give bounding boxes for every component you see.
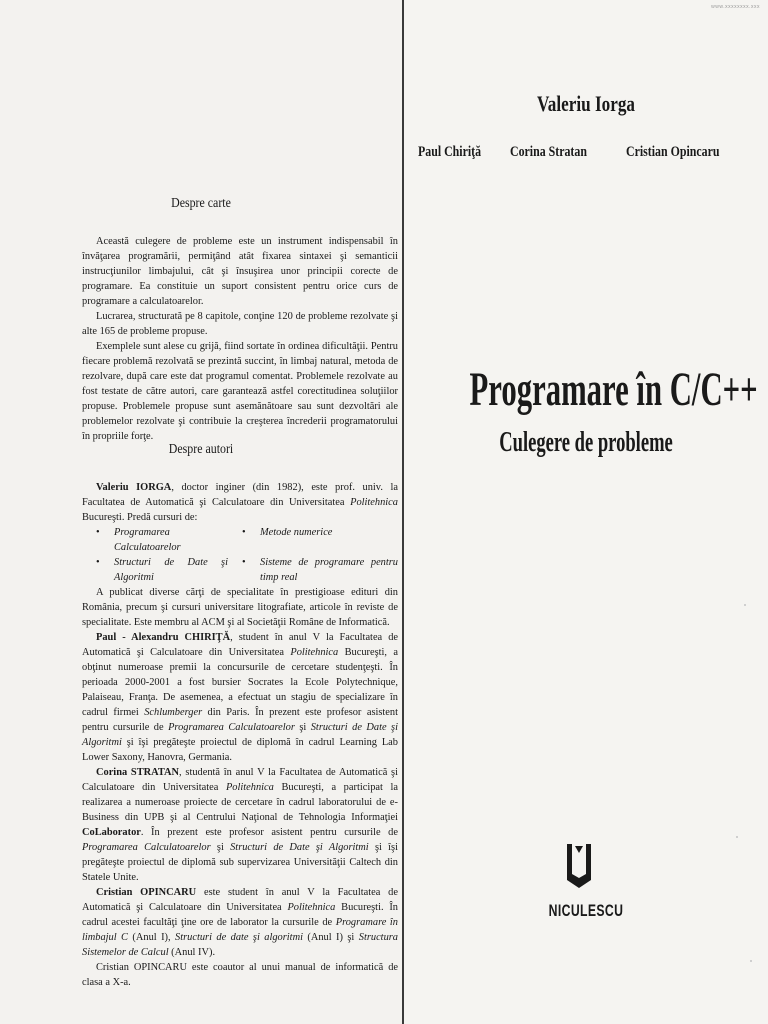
- bio-text: Programarea Calculatoarelor: [82, 842, 211, 853]
- bio-text: Politehnica: [225, 782, 274, 793]
- coauthor-name: Cristian Opincaru: [626, 144, 720, 160]
- course-item: • Metode numerice: [228, 525, 398, 555]
- paragraph: Această culegere de probleme este un instrument indispensabil în învăţarea programării, permiţând atât fixarea sintaxei şi semanticii instrucţiunilor limbajului, cât şi însuşirea unor principii corecte de programare. Ea constituie un suport consistent pentru orice curs de programare a calculatoarelor.: [82, 236, 398, 307]
- bio-text: Structuri de date şi algoritmi: [175, 932, 303, 943]
- bio-chirita: [82, 630, 398, 765]
- paragraph: Exemplele sunt alese cu grijă, fiind sortate în ordinea dificultăţii. Pentru fiecare problemă rezolvată se prezintă succint, în limbaj natural, metoda de rezolvare, după care este dat programul comentat. Problemele rezolvate au fost testate de către autori, care garantează astfel corectitudinea soluţiilor propuse. Problemele propuse sunt asemănătoare sau sunt dezvoltări ale problemelor rezolvate şi contribuie la creşterea încrederii programatorului în propriile forţe.: [82, 341, 398, 442]
- despre-autori-text: [82, 480, 398, 990]
- bio-iorga-publications: A publicat diverse cărţi de specialitate în prestigioase edituri din România, precum şi cursuri universitare litografiate, articole în reviste de specialitate. Este membru al ACM şi al Societăţii Române de Informatică.: [82, 587, 398, 628]
- bio-text: Politehnica: [290, 647, 339, 658]
- bio-text: Bucureşti, a obţinut numeroase premii la concursurile de cercetare studenţeşti. În perioada 2000-2001 a fost bursier Socrates la Ecole Polytechnique, Palaiseau, Franţa. De asemenea, a efectuat un stagiu de specializare în cadrul firmei: [82, 647, 398, 718]
- bio-text: Structura Sistemelor de Calcul: [82, 932, 399, 958]
- scan-speck: [744, 604, 746, 606]
- course-list: [82, 525, 398, 585]
- bio-text: Bucureşti, a participat la realizarea a numeroase proiecte de cercetare în cadrul laboratorului de e-Business din UPB şi al Centrului Naţional de Tehnologia Informaţiei: [82, 782, 398, 823]
- bio-opincaru: [82, 885, 398, 960]
- paragraph: Lucrarea, structurată pe 8 capitole, conţine 120 de probleme rezolvate şi alte 165 de probleme propuse.: [82, 311, 398, 337]
- author-name: Paul - Alexandru CHIRIŢĂ: [96, 632, 231, 643]
- bio-text: din Paris. În prezent este profesor asistent pentru cursurile de: [82, 707, 398, 733]
- course-item: • Sisteme de programare pentru timp real: [228, 555, 398, 585]
- heading-despre-carte: Despre carte: [171, 196, 231, 211]
- coauthor-name: Corina Stratan: [510, 144, 587, 160]
- book-title: Programare în C/C++: [469, 363, 758, 416]
- bio-text: Bucureşti. În cadrul acestei facultăţi ţine ore de laborator la cursurile de: [82, 902, 398, 928]
- bio-text: Structuri de Date şi Algoritmi: [82, 722, 398, 748]
- course-item: • Programarea Calculatoarelor: [82, 525, 228, 555]
- bio-opincaru-extra: Cristian OPINCARU este coautor al unui manual de informatică de clasa a X-a.: [82, 962, 398, 988]
- bio-text: (Anul IV).: [168, 947, 216, 958]
- bio-text: Schlumberger: [144, 707, 203, 718]
- bio-stratan: [82, 765, 398, 885]
- bio-text: Politehnica: [350, 497, 398, 508]
- author-name: Cristian OPINCARU: [96, 887, 197, 898]
- bio-text: CoLaborator: [82, 827, 141, 838]
- bio-text: , studentă în anul V la Facultatea de Automatică şi Calculatoare din Universitatea: [82, 767, 398, 793]
- bio-text: şi: [294, 722, 311, 733]
- heading-despre-autori: Despre autori: [168, 442, 234, 457]
- bio-iorga: [82, 480, 398, 525]
- bio-text: Structuri de Date şi Algoritmi: [230, 842, 369, 853]
- bio-text: Programarea Calculatoarelor: [168, 722, 295, 733]
- coauthor-name: Paul Chiriţă: [418, 144, 482, 160]
- author-name: Corina STRATAN: [96, 767, 180, 778]
- bio-text: . În prezent este profesor asistent pentru cursurile de: [140, 827, 398, 838]
- course-item: • Structuri de Date şi Algoritmi: [82, 555, 228, 585]
- book-subtitle: Culegere de probleme: [499, 426, 673, 458]
- bio-text: Programare în limbajul C: [82, 917, 398, 943]
- bio-text: (Anul I),: [128, 932, 176, 943]
- niculescu-logo-icon: [564, 840, 594, 890]
- despre-carte-text: [82, 234, 398, 444]
- corner-watermark: www.xxxxxxxx.xxx: [711, 4, 760, 10]
- bio-text: şi îşi pregăteşte proiectul de diplomă sub supervizarea Universităţii Caltech din Statele Unite.: [82, 842, 398, 883]
- scan-speck: [736, 836, 738, 838]
- bio-text: şi: [210, 842, 231, 853]
- publisher-name: NICULESCU: [548, 901, 624, 920]
- bio-text: este student în anul V la Facultatea de Automatică şi Calculatoare din Universitatea: [82, 887, 398, 913]
- bio-text: , student în anul V la Facultatea de Automatică şi Calculatoare din Universitatea: [82, 632, 398, 658]
- scan-speck: [750, 960, 752, 962]
- bio-text: Bucureşti. Predă cursuri de:: [82, 512, 198, 523]
- bio-text: , doctor inginer (din 1982), este prof. univ. la Facultatea de Automatică şi Calculatoare din Universitatea: [82, 482, 398, 508]
- author-name: Valeriu IORGA: [96, 482, 172, 493]
- bio-text: Politehnica: [287, 902, 336, 913]
- main-author: Valeriu Iorga: [536, 91, 636, 116]
- bio-text: (Anul I) şi: [302, 932, 359, 943]
- bio-text: şi îşi pregăteşte proiectul de diplomă în cadrul Learning Lab Lower Saxony, Hanovra, Germania.: [82, 737, 398, 763]
